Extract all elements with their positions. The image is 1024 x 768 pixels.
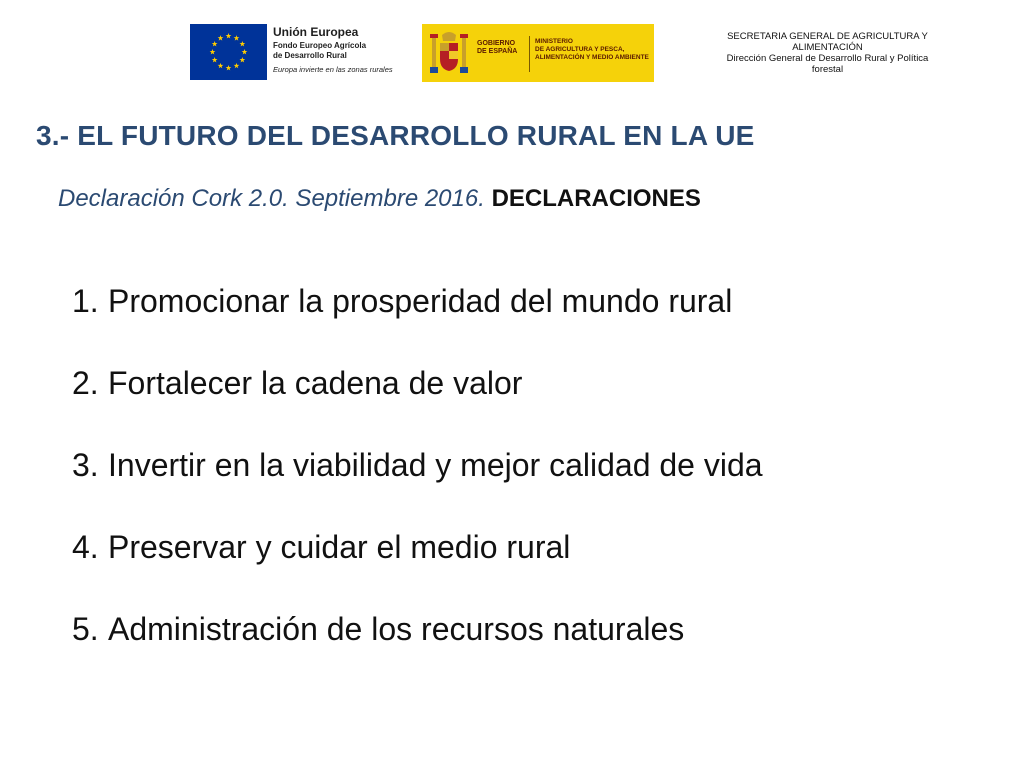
subtitle-italic: Declaración Cork 2.0. Septiembre 2016.: [58, 185, 485, 212]
declaration-number: 5.: [72, 611, 99, 647]
eu-flag-icon: [190, 24, 267, 80]
declaration-number: 4.: [72, 529, 99, 565]
gobierno-espana-logo: [422, 24, 654, 82]
declaration-number: 1.: [72, 283, 99, 319]
declaration-text: Invertir en la viabilidad y mejor calidad de vida: [108, 447, 763, 483]
eu-feader-logo: [190, 23, 410, 83]
eu-logo-subtitle-line1: Fondo Europeo Agrícola: [273, 41, 367, 50]
declaration-text: Fortalecer la cadena de valor: [108, 365, 523, 401]
eu-star-icon: [218, 35, 224, 40]
secretaria-line1: SECRETARIA GENERAL DE AGRICULTURA Y: [727, 31, 928, 42]
eu-logo-subtitle-line2: de Desarrollo Rural: [273, 51, 347, 60]
declaration-item: [72, 364, 763, 446]
eu-logo-title: Unión Europea: [273, 25, 359, 39]
eu-star-icon: [234, 63, 240, 68]
eu-star-icon: [210, 49, 216, 54]
declaration-item: [72, 610, 763, 692]
eu-star-icon: [218, 63, 224, 68]
gobierno-line1: GOBIERNO: [477, 40, 516, 47]
gov-logo-divider: [529, 36, 530, 72]
declarations-list: [72, 282, 763, 692]
declaration-text: Administración de los recursos naturales: [108, 611, 685, 647]
eu-logo-subtitle: [273, 41, 413, 61]
ministerio-line2: DE AGRICULTURA Y PESCA,: [535, 46, 625, 53]
declaration-text: Preservar y cuidar el medio rural: [108, 529, 571, 565]
ministerio-line3: ALIMENTACIÓN Y MEDIO AMBIENTE: [535, 54, 649, 61]
eu-star-icon: [226, 65, 232, 70]
declaration-text: Promocionar la prosperidad del mundo rural: [108, 283, 733, 319]
secretaria-header: [700, 31, 955, 75]
declaration-item: [72, 446, 763, 528]
eu-star-icon: [240, 57, 246, 62]
declaration-item: [72, 528, 763, 610]
eu-logo-text: [273, 23, 413, 74]
direccion-line2: forestal: [811, 64, 844, 75]
declaration-number: 3.: [72, 447, 99, 483]
slide-title: 3.- EL FUTURO DEL DESARROLLO RURAL EN LA UE: [36, 120, 755, 151]
eu-star-icon: [212, 41, 218, 46]
secretaria-line2: ALIMENTACIÓN: [792, 42, 863, 53]
slide-subtitle: [58, 185, 701, 213]
declaration-number: 2.: [72, 365, 99, 401]
coat-of-arms-icon: [430, 29, 468, 77]
eu-star-icon: [212, 57, 218, 62]
subtitle-bold: DECLARACIONES: [491, 185, 701, 212]
direccion-line1: Dirección General de Desarrollo Rural y Política: [726, 53, 929, 64]
gobierno-line2: DE ESPAÑA: [477, 48, 518, 55]
gobierno-label: [477, 40, 527, 56]
eu-logo-motto: Europa invierte en las zonas rurales: [273, 65, 393, 74]
eu-star-icon: [234, 35, 240, 40]
eu-star-icon: [242, 49, 248, 54]
ministerio-label: [535, 38, 653, 62]
eu-star-icon: [226, 33, 232, 38]
declaration-item: [72, 282, 763, 364]
ministerio-line1: MINISTERIO: [535, 38, 573, 45]
eu-star-icon: [240, 41, 246, 46]
